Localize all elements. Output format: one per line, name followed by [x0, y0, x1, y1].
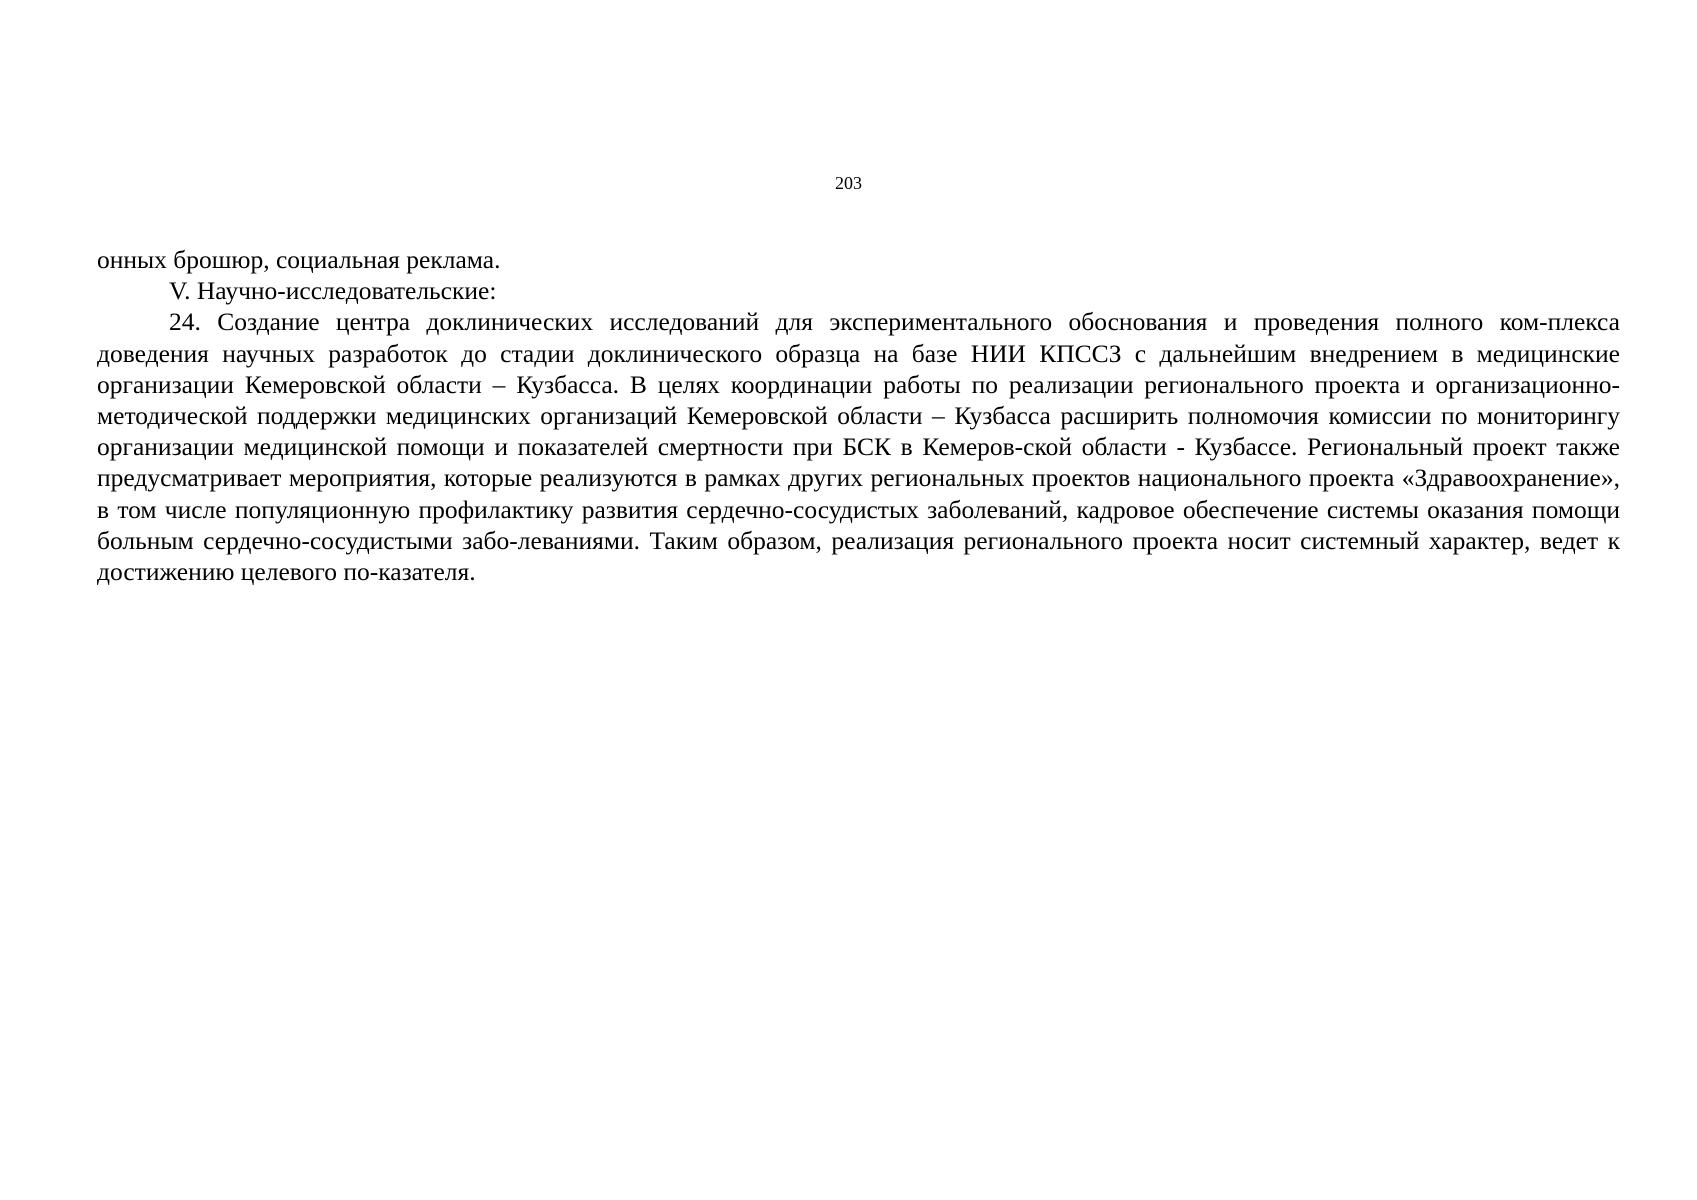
- paragraph-item-24: 24. Создание центра доклинических исследований для экспериментального обоснования и проведения полного ком-плекса доведения научных разработок до стадии доклинического образца на базе НИИ КПССЗ с дальнейшим внедрением в медицинские организации Кемеровской области – Кузбасса. В целях координации работы по реализации регионального проекта и организационно-методической поддержки медицинских организаций Кемеровской области – Кузбасса расширить полномочия комиссии по мониторингу организации медицинской помощи и показателей смертности при БСК в Кемеров-ской области - Кузбассе. Региональный проект также предусматривает мероприятия, которые реализуются в рамках других региональных проектов национального проекта «Здравоохранение», в том числе популяционную профилактику развития сердечно-сосудистых заболеваний, кадровое обеспечение системы оказания помощи больным сердечно-сосудистыми забо-леваниями. Таким образом, реализация регионального проекта носит системный характер, ведет к достижению целевого по-казателя.: [97, 307, 1620, 587]
- section-heading: V. Научно-исследовательские:: [169, 276, 497, 306]
- paragraph-continuation: онных брошюр, социальная реклама.: [97, 245, 501, 274]
- page-number: 203: [835, 173, 862, 193]
- body-text: [97, 244, 1620, 587]
